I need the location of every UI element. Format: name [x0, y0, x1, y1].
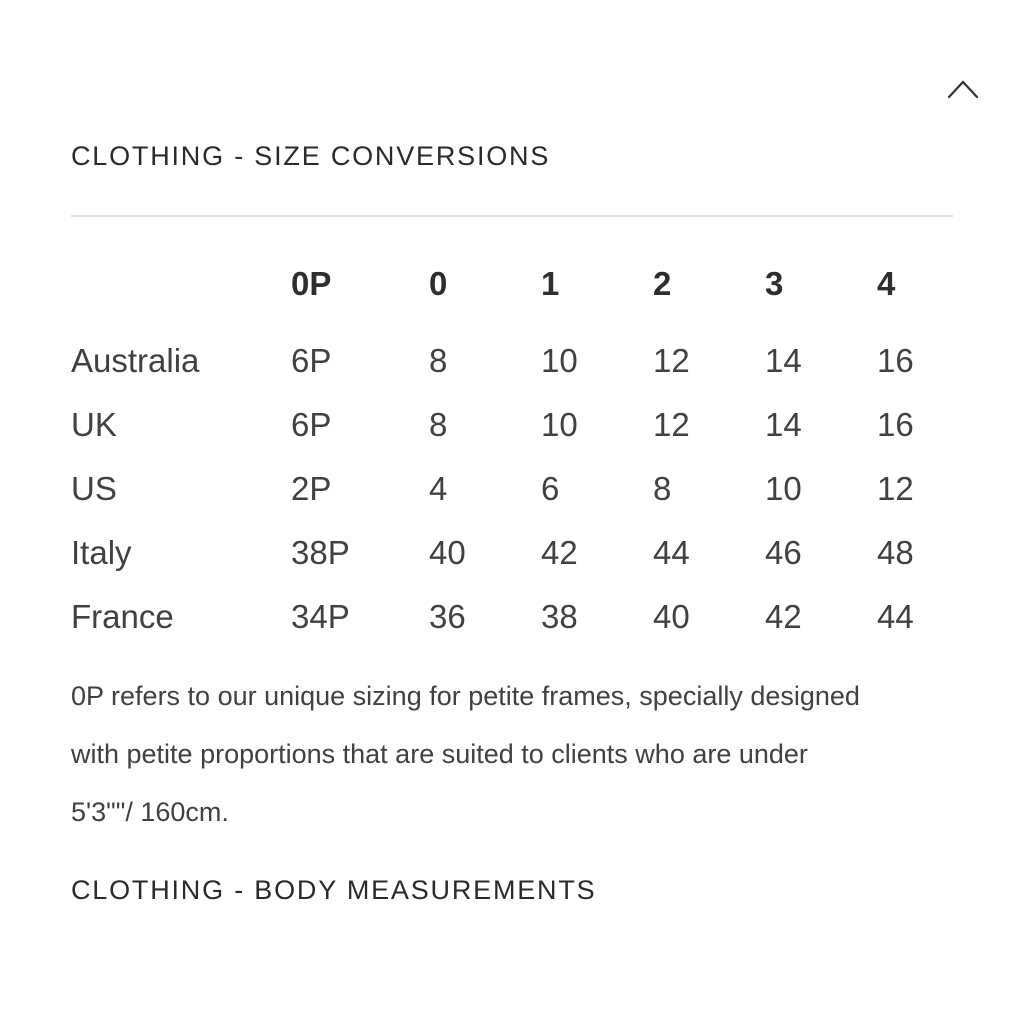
section-title-size-conversions[interactable]: CLOTHING - SIZE CONVERSIONS	[71, 141, 551, 171]
size-cell: 8	[429, 342, 448, 379]
size-cell: 38P	[291, 534, 350, 571]
column-header-0: 0	[429, 265, 448, 302]
size-cell: 48	[877, 534, 914, 571]
corner-cell	[71, 217, 291, 329]
size-cell: 44	[653, 534, 690, 571]
petite-sizing-note	[71, 667, 953, 841]
size-conversion-table	[71, 217, 953, 649]
size-cell: 16	[877, 342, 914, 379]
collapse-section-button[interactable]	[940, 74, 986, 104]
row-label-australia: Australia	[71, 342, 200, 379]
size-cell: 16	[877, 406, 914, 443]
petite-sizing-note-line: 5'3""/ 160cm.	[71, 797, 229, 827]
size-cell: 8	[653, 470, 672, 507]
size-cell: 36	[429, 598, 466, 635]
section-title-body-measurements[interactable]: CLOTHING - BODY MEASUREMENTS	[71, 875, 597, 905]
size-cell: 4	[429, 470, 448, 507]
petite-sizing-note-line: 0P refers to our unique sizing for petite frames, specially designed	[71, 681, 860, 711]
size-cell: 12	[653, 342, 690, 379]
column-header-0p: 0P	[291, 265, 332, 302]
size-cell: 46	[765, 534, 802, 571]
size-cell: 40	[429, 534, 466, 571]
chevron-up-icon	[946, 79, 980, 99]
size-cell: 6P	[291, 406, 332, 443]
row-label-uk: UK	[71, 406, 117, 443]
size-cell: 14	[765, 406, 802, 443]
column-header-3: 3	[765, 265, 784, 302]
row-label-italy: Italy	[71, 534, 132, 571]
size-cell: 12	[653, 406, 690, 443]
size-cell: 44	[877, 598, 914, 635]
size-cell: 10	[541, 406, 578, 443]
petite-sizing-note-line: with petite proportions that are suited to clients who are under	[71, 739, 808, 769]
size-cell: 8	[429, 406, 448, 443]
size-cell: 10	[541, 342, 578, 379]
row-label-france: France	[71, 598, 174, 635]
size-cell: 6P	[291, 342, 332, 379]
size-cell: 2P	[291, 470, 332, 507]
size-cell: 12	[877, 470, 914, 507]
column-header-2: 2	[653, 265, 672, 302]
size-cell: 42	[541, 534, 578, 571]
row-label-us: US	[71, 470, 117, 507]
size-cell: 38	[541, 598, 578, 635]
size-cell: 34P	[291, 598, 350, 635]
column-header-1: 1	[541, 265, 560, 302]
size-cell: 14	[765, 342, 802, 379]
size-cell: 42	[765, 598, 802, 635]
size-cell: 6	[541, 470, 560, 507]
size-cell: 40	[653, 598, 690, 635]
size-cell: 10	[765, 470, 802, 507]
column-header-4: 4	[877, 265, 896, 302]
